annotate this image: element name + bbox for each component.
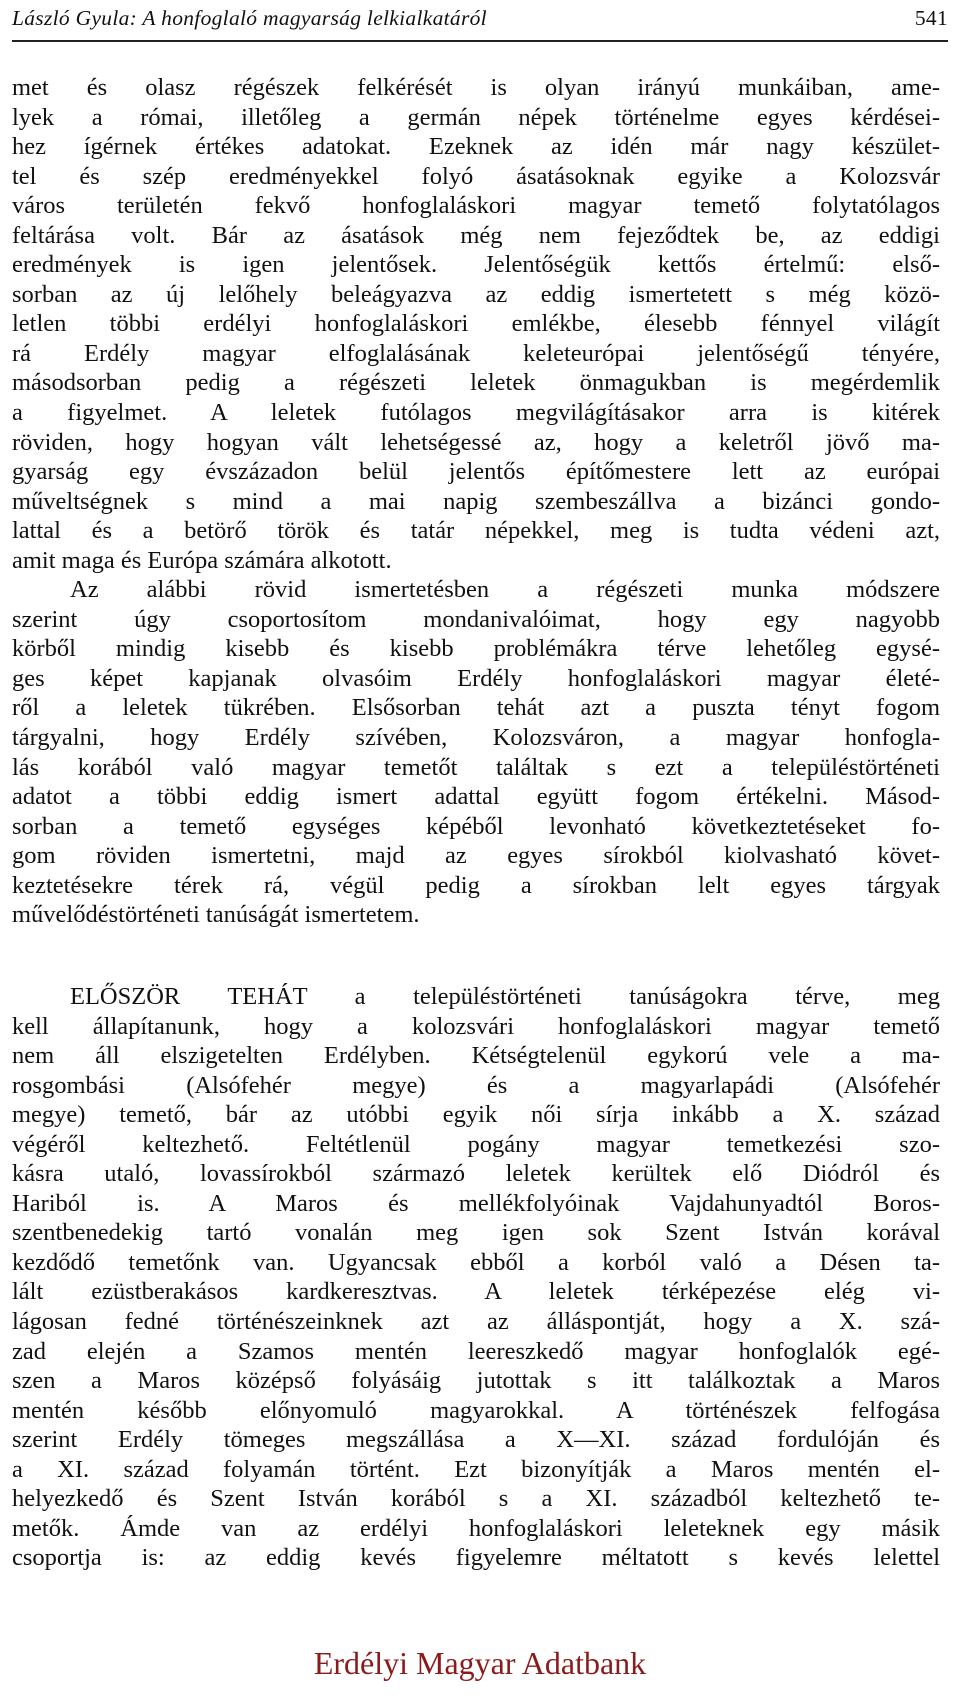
- text-line: város területén fekvő honfoglaláskori magyar temető folytatólagos: [12, 192, 940, 220]
- text-line: eredmények is igen jelentősek. Jelentőségük kettős értelmű: első-: [12, 251, 940, 279]
- text-line: metők. Ámde van az erdélyi honfoglaláskori leleteknek egy másik: [12, 1514, 940, 1542]
- text-line: röviden, hogy hogyan vált lehetségessé az, hogy a keletről jövő ma-: [12, 428, 940, 456]
- footer-watermark: Erdélyi Magyar Adatbank: [313, 1645, 647, 1681]
- text-line: szentbenedekig tartó vonalán meg igen sok Szent István korával: [12, 1219, 940, 1247]
- text-line: kell állapítanunk, hogy a kolozsvári honfoglaláskori magyar temető: [12, 1012, 940, 1040]
- text-line: zad elején a Szamos mentén leereszkedő magyar honfoglalók egé-: [12, 1337, 940, 1365]
- text-line: rá Erdély magyar elfoglalásának keleteurópai jelentőségű tényére,: [12, 339, 940, 367]
- text-line: kásra utaló, lovassírokból származó leletek kerültek elő Diódról és: [12, 1160, 940, 1188]
- header-rule: [12, 40, 948, 42]
- page-number: 541: [914, 6, 948, 30]
- text-line: tel és szép eredményekkel folyó ásatásoknak egyike a Kolozsvár: [12, 162, 940, 190]
- text-line: keztetésekre térek rá, végül pedig a sírokban lelt egyes tárgyak: [12, 871, 940, 899]
- text-line: helyezkedő és Szent István korából s a XI. századból keltezhető te-: [12, 1485, 940, 1513]
- paragraph-2: [12, 575, 940, 930]
- text-line: szen a Maros középső folyásáig jutottak s itt találkoztak a Maros: [12, 1367, 940, 1395]
- paragraph-3: [12, 982, 940, 1573]
- body-text-bottom: [12, 982, 940, 1573]
- text-line: a XI. század folyamán történt. Ezt bizonyítják a Maros mentén el-: [12, 1455, 940, 1483]
- text-line: gom röviden ismertetni, majd az egyes sírokból kiolvasható követ-: [12, 842, 940, 870]
- text-line: feltárása volt. Bár az ásatások még nem fejeződtek be, az eddigi: [12, 221, 940, 249]
- text-line: tárgyalni, hogy Erdély szívében, Kolozsváron, a magyar honfogla-: [12, 724, 940, 752]
- text-line: amit maga és Európa számára alkotott.: [12, 546, 392, 574]
- text-line: rosgombási (Alsófehér megye) és a magyarlapádi (Alsófehér: [12, 1071, 940, 1099]
- text-line: ELŐSZÖR TEHÁT a településtörténeti tanúságokra térve, meg: [70, 983, 940, 1010]
- text-line: megye) temető, bár az utóbbi egyik női sírja inkább a X. század: [12, 1101, 940, 1129]
- text-line: kezdődő temetőnk van. Ugyancsak ebből a korból való a Désen ta-: [12, 1248, 940, 1276]
- text-line: adatot a többi eddig ismert adattal együtt fogom értékelni. Másod-: [12, 783, 940, 811]
- text-line: ges képet kapjanak olvasóim Erdély honfoglaláskori magyar életé-: [12, 664, 940, 692]
- text-line: lyek a római, illetőleg a germán népek történelme egyes kérdései-: [12, 103, 940, 131]
- text-line: sorban a temető egységes képéből levonható következtetéseket fo-: [12, 812, 940, 840]
- text-line: végéről keltezhető. Feltétlenül pogány magyar temetkezési szo-: [12, 1130, 940, 1158]
- running-head: [12, 6, 948, 34]
- text-line: műveltségnek s mind a mai napig szembeszállva a bizánci gondo-: [12, 487, 940, 515]
- text-line: gyarság egy évszázadon belül jelentős építőmestere lett az európai: [12, 458, 940, 486]
- paragraph-1: [12, 73, 940, 575]
- text-line: másodsorban pedig a régészeti leletek önmagukban is megérdemlik: [12, 369, 940, 397]
- text-line: művelődéstörténeti tanúságát ismertetem.: [12, 901, 420, 929]
- text-line: szerint úgy csoportosítom mondanivalóimat, hogy egy nagyobb: [12, 605, 940, 633]
- text-line: Az alábbi rövid ismertetésben a régészeti munka módszere: [70, 576, 940, 604]
- text-line: ről a leletek tükrében. Elsősorban tehát azt a puszta tényt fogom: [12, 694, 940, 722]
- text-line: mentén később előnyomuló magyarokkal. A történészek felfogása: [12, 1396, 940, 1424]
- text-line: a figyelmet. A leletek futólagos megvilágításakor arra is kitérek: [12, 399, 940, 427]
- text-line: hez ígérnek értékes adatokat. Ezeknek az idén már nagy készület-: [12, 133, 940, 161]
- text-line: lattal és a betörő török és tatár népekkel, meg is tudta védeni azt,: [12, 517, 940, 545]
- text-line: lás korából való magyar temetőt találtak s ezt a településtörténeti: [12, 753, 940, 781]
- text-line: Hariból is. A Maros és mellékfolyóinak Vajdahunyadtól Boros-: [12, 1189, 940, 1217]
- text-line: körből mindig kisebb és kisebb problémákra térve lehetőleg egysé-: [12, 635, 940, 663]
- running-title: László Gyula: A honfoglaló magyarság lelkialkatáról: [12, 6, 487, 30]
- text-line: met és olasz régészek felkérését is olyan irányú munkáiban, ame-: [12, 74, 940, 101]
- text-line: sorban az új lelőhely beleágyazva az eddig ismertetett s még közö-: [12, 280, 940, 308]
- text-line: nem áll elszigetelten Erdélyben. Kétségtelenül egykorú vele a ma-: [12, 1042, 940, 1070]
- text-line: lált ezüstberakásos kardkeresztvas. A leletek térképezése elég vi-: [12, 1278, 940, 1306]
- text-line: letlen többi erdélyi honfoglaláskori emlékbe, élesebb fénnyel világít: [12, 310, 940, 338]
- body-text-top: [12, 73, 940, 930]
- text-line: lágosan fedné történészeinknek azt az álláspontját, hogy a X. szá-: [12, 1308, 940, 1336]
- text-line: szerint Erdély tömeges megszállása a X—XI. század fordulóján és: [12, 1426, 940, 1454]
- text-line: csoportja is: az eddig kevés figyelemre méltatott s kevés lelettel: [12, 1544, 940, 1572]
